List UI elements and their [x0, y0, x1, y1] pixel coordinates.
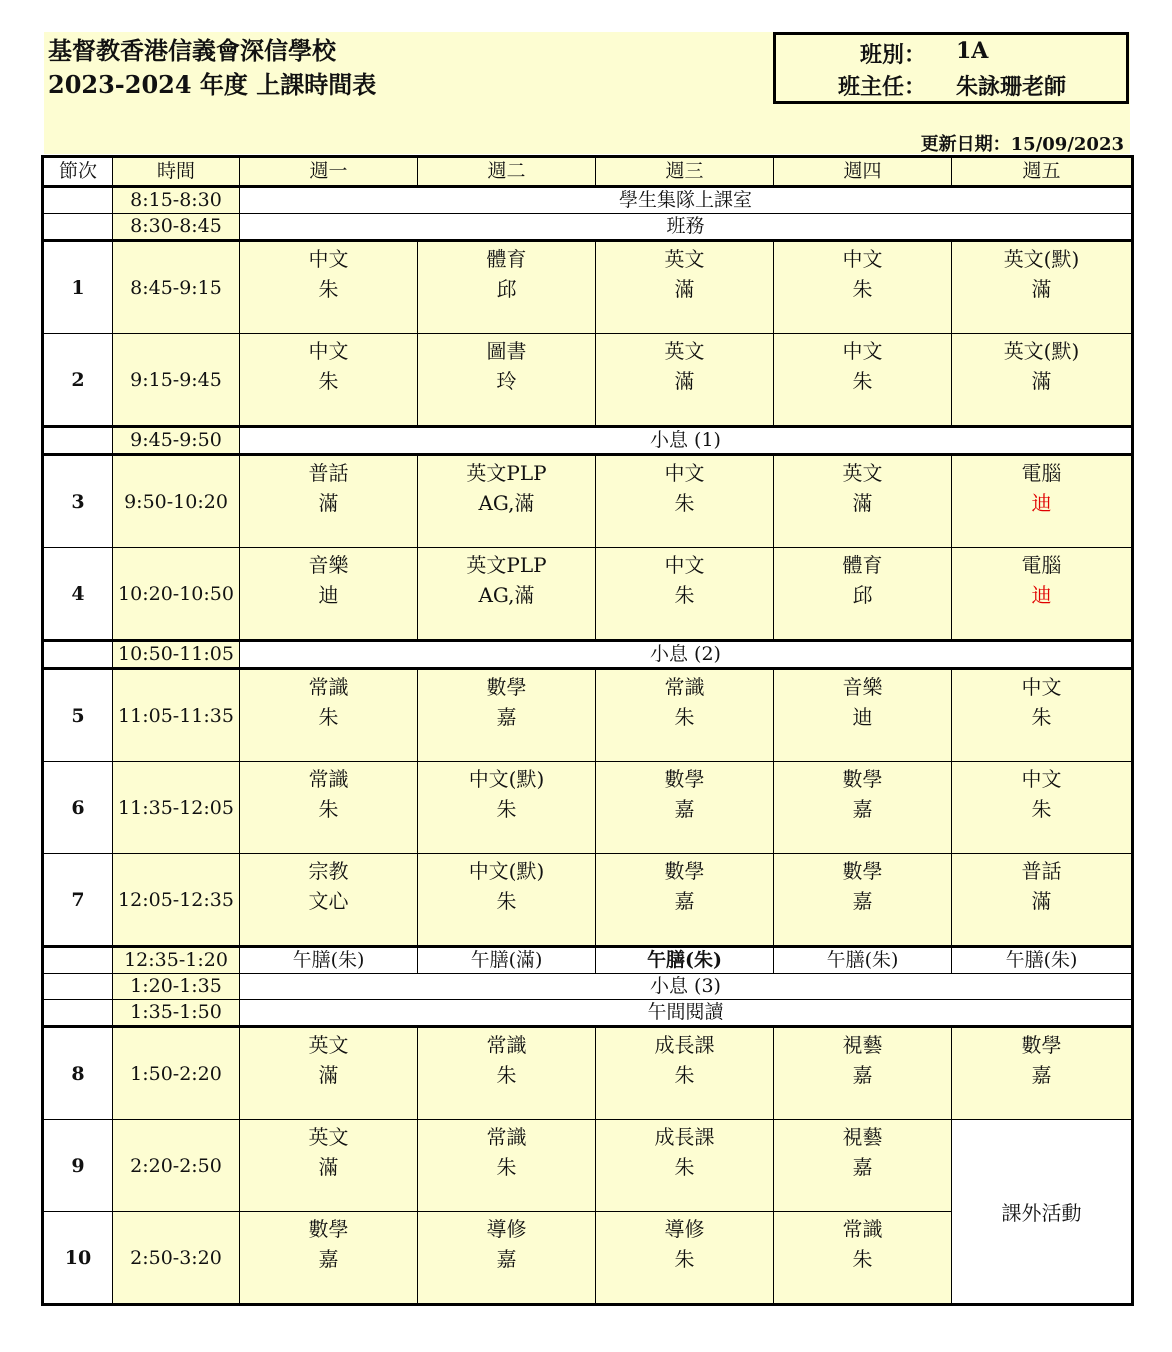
teacher: 嘉 [674, 889, 695, 913]
subject: 成長課 [654, 1125, 715, 1149]
lesson-cell [774, 334, 952, 427]
time-cell: 1:50-2:20 [113, 1027, 240, 1120]
teacher: 朱 [318, 277, 339, 301]
time-cell: 11:05-11:35 [113, 669, 240, 762]
teacher: AG,滿 [478, 491, 535, 515]
subject: 視藝 [842, 1033, 883, 1057]
lesson-cell [774, 1120, 952, 1212]
lesson-cell [596, 1120, 774, 1212]
col-mon: 週一 [240, 157, 418, 187]
lunch-cell: 午膳(朱) [952, 947, 1133, 974]
teacher: AG,滿 [478, 583, 535, 607]
lesson-cell [418, 854, 596, 947]
lesson-cell [418, 334, 596, 427]
subject: 中文 [842, 339, 883, 363]
subject: 體育 [486, 247, 527, 271]
subject: 普話 [308, 461, 349, 485]
lesson-cell [240, 1120, 418, 1212]
teacher: 滿 [1031, 369, 1052, 393]
teacher: 滿 [318, 1063, 339, 1087]
eca-cell: 課外活動 [952, 1120, 1133, 1305]
period-number: 1 [43, 241, 113, 334]
subject: 圖書 [486, 339, 527, 363]
teacher: 嘉 [852, 797, 873, 821]
time-cell: 8:15-8:30 [113, 187, 240, 214]
teacher: 朱 [852, 1247, 873, 1271]
teacher: 玲 [496, 369, 517, 393]
lesson-cell [596, 762, 774, 854]
teacher: 朱 [852, 277, 873, 301]
subject: 常識 [486, 1033, 527, 1057]
assembly-row [43, 187, 1133, 214]
class-affairs-row [43, 214, 1133, 241]
break-text: 小息 (3) [240, 974, 1133, 1000]
break-row-2 [43, 641, 1133, 669]
time-cell: 10:20-10:50 [113, 548, 240, 641]
teacher: 嘉 [852, 1155, 873, 1179]
lesson-cell [774, 241, 952, 334]
subject: 英文(默) [1003, 339, 1080, 363]
lesson-cell [240, 1212, 418, 1305]
teacher: 朱 [674, 1247, 695, 1271]
lesson-cell [952, 548, 1133, 641]
time-cell: 12:35-1:20 [113, 947, 240, 974]
lesson-cell [596, 548, 774, 641]
lesson-cell [952, 334, 1133, 427]
subject: 視藝 [842, 1125, 883, 1149]
time-cell: 2:50-3:20 [113, 1212, 240, 1305]
subject: 音樂 [308, 553, 349, 577]
subject: 中文 [1021, 675, 1062, 699]
teacher: 滿 [1031, 277, 1052, 301]
teacher: 朱 [318, 705, 339, 729]
time-cell: 1:20-1:35 [113, 974, 240, 1000]
time-cell: 8:45-9:15 [113, 241, 240, 334]
teacher: 嘉 [852, 1063, 873, 1087]
teacher: 邱 [496, 277, 517, 301]
subject: 數學 [664, 767, 705, 791]
subject: 中文(默) [468, 767, 545, 791]
teacher: 文心 [308, 889, 349, 913]
lesson-cell [596, 455, 774, 548]
teacher: 嘉 [1031, 1063, 1052, 1087]
col-fri: 週五 [952, 157, 1133, 187]
reading-row [43, 1000, 1133, 1027]
teacher: 朱 [852, 369, 873, 393]
subject: 數學 [1021, 1033, 1062, 1057]
teacher: 滿 [1031, 889, 1052, 913]
teacher: 嘉 [496, 1247, 517, 1271]
lesson-cell [774, 669, 952, 762]
subject: 常識 [486, 1125, 527, 1149]
subject: 中文 [664, 461, 705, 485]
time-cell: 9:15-9:45 [113, 334, 240, 427]
lesson-cell [240, 241, 418, 334]
teacher: 邱 [852, 583, 873, 607]
teacher: 迪 [1031, 583, 1052, 607]
class-info-box [773, 32, 1129, 104]
period-number: 3 [43, 455, 113, 548]
period-row-7 [43, 854, 1133, 947]
subject: 成長課 [654, 1033, 715, 1057]
lesson-cell [418, 762, 596, 854]
time-cell: 1:35-1:50 [113, 1000, 240, 1027]
period-number: 5 [43, 669, 113, 762]
teacher: 迪 [852, 705, 873, 729]
lesson-cell [774, 455, 952, 548]
subject: 常識 [308, 767, 349, 791]
break-text: 小息 (1) [240, 427, 1133, 455]
lesson-cell [418, 455, 596, 548]
teacher: 滿 [674, 369, 695, 393]
period-row-5 [43, 669, 1133, 762]
assembly-text: 學生集隊上課室 [240, 187, 1133, 214]
time-cell: 9:45-9:50 [113, 427, 240, 455]
period-row-1 [43, 241, 1133, 334]
class-affairs-text: 班務 [240, 214, 1133, 241]
subject: 數學 [664, 859, 705, 883]
subject: 中文 [842, 247, 883, 271]
teacher: 朱 [496, 1155, 517, 1179]
lesson-cell [596, 1212, 774, 1305]
period-number: 9 [43, 1120, 113, 1212]
teacher: 迪 [318, 583, 339, 607]
lesson-cell [952, 854, 1133, 947]
subject: 中文 [1021, 767, 1062, 791]
subject: 數學 [842, 767, 883, 791]
subject: 英文(默) [1003, 247, 1080, 271]
teacher: 嘉 [318, 1247, 339, 1271]
subject: 英文PLP [466, 553, 547, 577]
subject: 常識 [308, 675, 349, 699]
lesson-cell [240, 334, 418, 427]
lesson-cell [240, 854, 418, 947]
lesson-cell [240, 762, 418, 854]
period-row-3 [43, 455, 1133, 548]
teacher: 嘉 [852, 889, 873, 913]
subject: 中文 [308, 339, 349, 363]
period-number: 4 [43, 548, 113, 641]
col-time: 時間 [113, 157, 240, 187]
subject: 中文 [664, 553, 705, 577]
time-cell: 8:30-8:45 [113, 214, 240, 241]
time-cell: 2:20-2:50 [113, 1120, 240, 1212]
subject: 體育 [842, 553, 883, 577]
period-row-6 [43, 762, 1133, 854]
subject: 宗教 [308, 859, 349, 883]
subject: 數學 [486, 675, 527, 699]
lunch-cell: 午膳(朱) [774, 947, 952, 974]
col-wed: 週三 [596, 157, 774, 187]
lesson-cell [596, 241, 774, 334]
class-value: 1A [956, 38, 989, 64]
lunch-cell: 午膳(滿) [418, 947, 596, 974]
break-row-3 [43, 974, 1133, 1000]
subject: 音樂 [842, 675, 883, 699]
time-cell: 10:50-11:05 [113, 641, 240, 669]
lesson-cell [418, 241, 596, 334]
teacher: 朱 [674, 705, 695, 729]
school-name: 基督教香港信義會深信學校 [48, 36, 336, 65]
period-number: 8 [43, 1027, 113, 1120]
subject: 普話 [1021, 859, 1062, 883]
time-cell: 12:05-12:35 [113, 854, 240, 947]
class-label: 班別： [859, 42, 926, 68]
period-row-9 [43, 1120, 1133, 1212]
col-tue: 週二 [418, 157, 596, 187]
subject: 數學 [308, 1217, 349, 1241]
time-cell: 9:50-10:20 [113, 455, 240, 548]
teacher: 朱 [496, 889, 517, 913]
form-teacher-label: 班主任： [837, 74, 926, 100]
lesson-cell [240, 669, 418, 762]
updated-date: 更新日期：15/09/2023 [920, 134, 1124, 155]
header-row [43, 157, 1133, 187]
break-text: 小息 (2) [240, 641, 1133, 669]
lesson-cell [596, 334, 774, 427]
period-number: 6 [43, 762, 113, 854]
break-row-1 [43, 427, 1133, 455]
teacher: 滿 [318, 491, 339, 515]
timetable [41, 155, 1134, 1306]
lesson-cell [952, 762, 1133, 854]
lesson-cell [240, 455, 418, 548]
subject: 常識 [842, 1217, 883, 1241]
lesson-cell [240, 548, 418, 641]
lunch-cell: 午膳(朱) [596, 947, 774, 974]
lesson-cell [418, 1027, 596, 1120]
lesson-cell [774, 854, 952, 947]
subject: 導修 [664, 1217, 705, 1241]
teacher: 朱 [1031, 705, 1052, 729]
teacher: 滿 [674, 277, 695, 301]
col-thu: 週四 [774, 157, 952, 187]
teacher: 滿 [318, 1155, 339, 1179]
teacher: 滿 [852, 491, 873, 515]
teacher: 朱 [674, 583, 695, 607]
school-title-block [48, 34, 376, 102]
teacher: 朱 [318, 797, 339, 821]
time-cell: 11:35-12:05 [113, 762, 240, 854]
teacher: 朱 [674, 1063, 695, 1087]
form-teacher-value: 朱詠珊老師 [956, 74, 1067, 100]
period-number: 2 [43, 334, 113, 427]
lesson-cell [418, 669, 596, 762]
teacher: 朱 [496, 797, 517, 821]
subject: 英文PLP [466, 461, 547, 485]
lesson-cell [952, 1027, 1133, 1120]
teacher: 朱 [674, 491, 695, 515]
lesson-cell [418, 1120, 596, 1212]
lesson-cell [952, 241, 1133, 334]
teacher: 朱 [496, 1063, 517, 1087]
lunch-row [43, 947, 1133, 974]
lunch-cell: 午膳(朱) [240, 947, 418, 974]
lesson-cell [596, 854, 774, 947]
timetable-subtitle: 2023-2024 年度 上課時間表 [48, 70, 377, 99]
lesson-cell [240, 1027, 418, 1120]
subject: 常識 [664, 675, 705, 699]
subject: 英文 [308, 1033, 349, 1057]
teacher: 朱 [674, 1155, 695, 1179]
teacher: 嘉 [674, 797, 695, 821]
reading-text: 午間閱讀 [240, 1000, 1133, 1027]
lesson-cell [952, 669, 1133, 762]
lesson-cell [774, 1027, 952, 1120]
lesson-cell [774, 1212, 952, 1305]
subject: 中文(默) [468, 859, 545, 883]
teacher: 迪 [1031, 491, 1052, 515]
teacher: 嘉 [496, 705, 517, 729]
col-period: 節次 [43, 157, 113, 187]
lesson-cell [418, 1212, 596, 1305]
subject: 英文 [664, 247, 705, 271]
lesson-cell [418, 548, 596, 641]
subject: 電腦 [1021, 553, 1062, 577]
lesson-cell [774, 762, 952, 854]
lesson-cell [774, 548, 952, 641]
subject: 電腦 [1021, 461, 1062, 485]
lesson-cell [596, 669, 774, 762]
lesson-cell [952, 455, 1133, 548]
period-number: 10 [43, 1212, 113, 1305]
period-row-2 [43, 334, 1133, 427]
period-row-8 [43, 1027, 1133, 1120]
subject: 英文 [664, 339, 705, 363]
teacher: 朱 [1031, 797, 1052, 821]
teacher: 朱 [318, 369, 339, 393]
period-number: 7 [43, 854, 113, 947]
subject: 中文 [308, 247, 349, 271]
subject: 英文 [308, 1125, 349, 1149]
subject: 導修 [486, 1217, 527, 1241]
subject: 英文 [842, 461, 883, 485]
period-row-4 [43, 548, 1133, 641]
lesson-cell [596, 1027, 774, 1120]
page-header [44, 32, 1130, 154]
subject: 數學 [842, 859, 883, 883]
